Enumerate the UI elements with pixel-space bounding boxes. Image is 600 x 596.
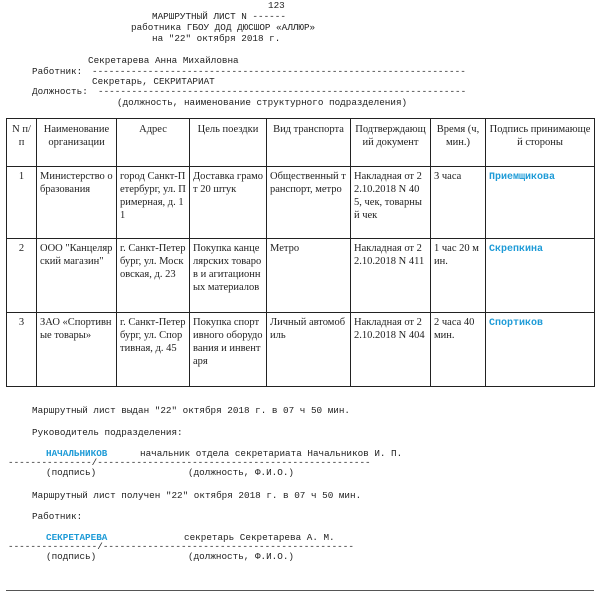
header-document: Подтверждающий документ [351,119,431,167]
employee-position: Секретарь, СЕКРИТАРИАТ [92,76,215,87]
row-time: 2 часа 40 мин. [431,313,486,387]
row-organization: ЗАО «Спортивные товары» [37,313,117,387]
row-number: 1 [7,167,37,239]
signature-stamp: Приемщикова [489,172,556,183]
worker-signature: СЕКРЕТАРЕВА [46,532,108,543]
head-signature: НАЧАЛЬНИКОВ [46,448,108,459]
header-address: Адрес [117,119,190,167]
header-transport: Вид транспорта [267,119,351,167]
worker-dashes: ------------------------------------------------------------------- [92,66,466,77]
worker-position-name: секретарь Секретарева А. М. [184,532,335,543]
head-label: Руководитель подразделения: [32,427,183,438]
position-label: Должность: [32,86,88,97]
organization-line: работника ГБОУ ДОД ДЮСШОР «АЛЛЮР» [131,22,316,33]
row-address: город Санкт-Петербург, ул. Примерная, д. 11 [117,167,190,239]
row-signature [486,167,595,239]
row-time: 3 часа [431,167,486,239]
bottom-divider [6,590,594,591]
worker-caption-signature: (подпись) [46,551,97,562]
head-caption-position: (должность, Ф.И.О.) [188,467,295,478]
sheet-number: 123 [268,0,285,11]
head-position-name: начальник отдела секретариата Начальников И. П. [140,448,403,459]
worker-dash-line: ----------------/--------------------------------------------- [8,541,354,552]
header-goal: Цель поездки [190,119,267,167]
route-table [6,118,595,387]
received-line: Маршрутный лист получен "22" октября 2018 г. в 07 ч 50 мин. [32,490,362,501]
row-time: 1 час 20 мин. [431,239,486,313]
row-signature [486,313,595,387]
row-organization: ООО "Канцелярский магазин" [37,239,117,313]
header-organization: Наименование организации [37,119,117,167]
worker-caption-position: (должность, Ф.И.О.) [188,551,295,562]
header-number: N п/п [7,119,37,167]
table-header-row [7,119,595,167]
row-document: Накладная от 22.10.2018 N 405, чек, товарный чек [351,167,431,239]
table-row [7,239,595,313]
row-signature [486,239,595,313]
employee-name: Секретарева Анна Михайловна [88,55,239,66]
position-dashes: ------------------------------------------------------------------ [98,86,467,97]
document-title: МАРШРУТНЫЙ ЛИСТ N ------ [152,11,286,22]
issued-line: Маршрутный лист выдан "22" октября 2018 г. в 07 ч 50 мин. [32,405,351,416]
worker-label: Работник: [32,66,83,77]
header-time: Время (ч, мин.) [431,119,486,167]
row-transport: Личный автомобиль [267,313,351,387]
row-transport: Метро [267,239,351,313]
row-document: Накладная от 22.10.2018 N 404 [351,313,431,387]
signature-stamp: Спортиков [489,318,544,329]
table-row [7,167,595,239]
worker-footer-label: Работник: [32,511,83,522]
row-number: 2 [7,239,37,313]
row-goal: Покупка канцелярских товаров и агитационных материалов [190,239,267,313]
row-organization: Министерство образования [37,167,117,239]
row-address: г. Санкт-Петербург, ул. Московская, д. 23 [117,239,190,313]
head-dash-line: ---------------/------------------------------------------------- [8,457,371,468]
head-caption-signature: (подпись) [46,467,97,478]
row-number: 3 [7,313,37,387]
signature-stamp: Скрепкина [489,244,544,255]
date-line: на "22" октября 2018 г. [152,33,281,44]
position-caption: (должность, наименование структурного подразделения) [117,97,408,108]
header-signature: Подпись принимающей стороны [486,119,595,167]
table-row [7,313,595,387]
row-goal: Доставка грамот 20 штук [190,167,267,239]
row-goal: Покупка спортивного оборудования и инвентаря [190,313,267,387]
row-transport: Общественный транспорт, метро [267,167,351,239]
row-address: г. Санкт-Петербург, ул. Спортивная, д. 45 [117,313,190,387]
row-document: Накладная от 22.10.2018 N 411 [351,239,431,313]
